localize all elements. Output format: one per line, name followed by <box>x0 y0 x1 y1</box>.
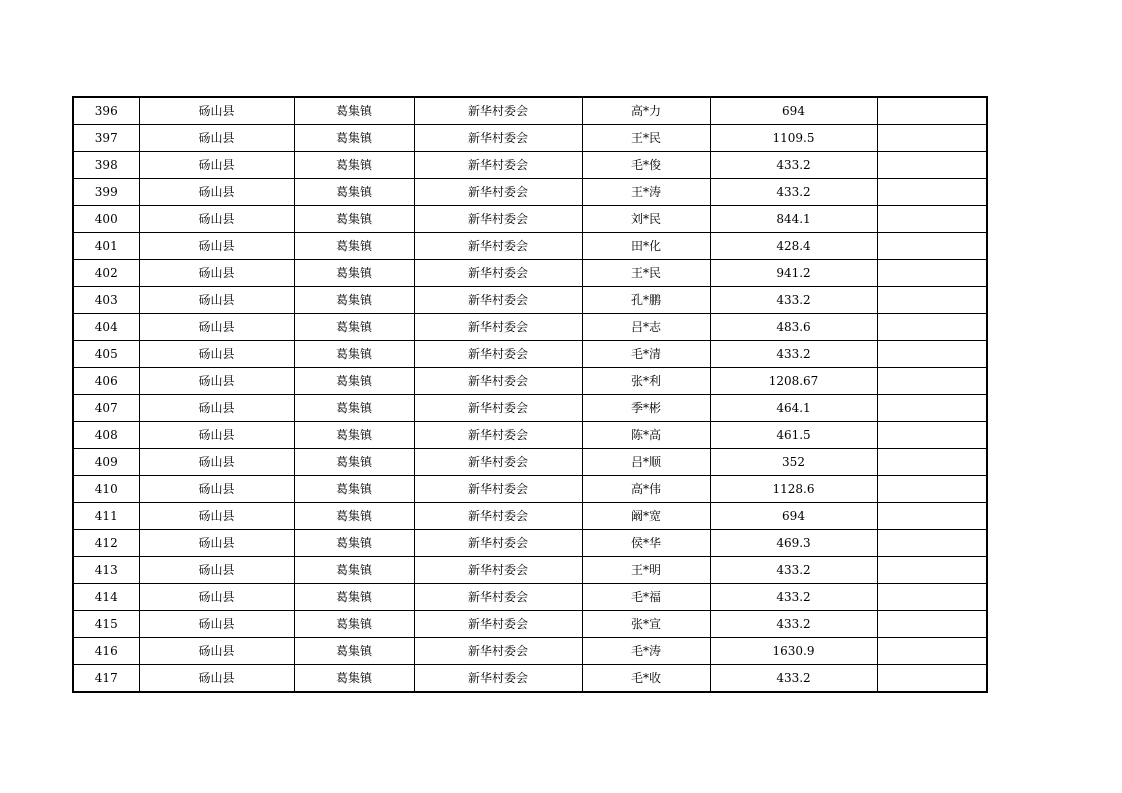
cell-amount: 483.6 <box>710 314 877 341</box>
cell-village-committee: 新华村委会 <box>414 314 582 341</box>
cell-town: 葛集镇 <box>294 341 414 368</box>
cell-county: 砀山县 <box>139 557 294 584</box>
cell-person-name: 季*彬 <box>582 395 710 422</box>
cell-town: 葛集镇 <box>294 206 414 233</box>
cell-town: 葛集镇 <box>294 314 414 341</box>
table-row <box>73 638 987 665</box>
cell-remark <box>877 476 987 503</box>
cell-amount: 433.2 <box>710 611 877 638</box>
table-row <box>73 287 987 314</box>
cell-county: 砀山县 <box>139 206 294 233</box>
table-row <box>73 314 987 341</box>
cell-town: 葛集镇 <box>294 422 414 449</box>
cell-remark <box>877 611 987 638</box>
cell-county: 砀山县 <box>139 449 294 476</box>
cell-village-committee: 新华村委会 <box>414 341 582 368</box>
cell-village-committee: 新华村委会 <box>414 449 582 476</box>
cell-person-name: 毛*福 <box>582 584 710 611</box>
cell-county: 砀山县 <box>139 530 294 557</box>
cell-row-number: 417 <box>73 665 139 693</box>
table-row <box>73 152 987 179</box>
cell-person-name: 刘*民 <box>582 206 710 233</box>
cell-person-name: 毛*清 <box>582 341 710 368</box>
cell-town: 葛集镇 <box>294 449 414 476</box>
cell-remark <box>877 152 987 179</box>
cell-remark <box>877 584 987 611</box>
cell-amount: 433.2 <box>710 584 877 611</box>
table-row <box>73 368 987 395</box>
cell-amount: 433.2 <box>710 152 877 179</box>
cell-village-committee: 新华村委会 <box>414 233 582 260</box>
table-row <box>73 125 987 152</box>
cell-remark <box>877 449 987 476</box>
table-row <box>73 611 987 638</box>
cell-county: 砀山县 <box>139 476 294 503</box>
table-row <box>73 449 987 476</box>
cell-town: 葛集镇 <box>294 125 414 152</box>
cell-village-committee: 新华村委会 <box>414 584 582 611</box>
cell-remark <box>877 97 987 125</box>
cell-remark <box>877 179 987 206</box>
cell-person-name: 王*民 <box>582 125 710 152</box>
cell-village-committee: 新华村委会 <box>414 665 582 693</box>
cell-town: 葛集镇 <box>294 152 414 179</box>
table-row <box>73 395 987 422</box>
cell-county: 砀山县 <box>139 584 294 611</box>
cell-row-number: 404 <box>73 314 139 341</box>
cell-village-committee: 新华村委会 <box>414 530 582 557</box>
cell-amount: 433.2 <box>710 665 877 693</box>
cell-amount: 941.2 <box>710 260 877 287</box>
cell-town: 葛集镇 <box>294 287 414 314</box>
cell-county: 砀山县 <box>139 395 294 422</box>
cell-village-committee: 新华村委会 <box>414 638 582 665</box>
cell-county: 砀山县 <box>139 638 294 665</box>
cell-person-name: 王*明 <box>582 557 710 584</box>
cell-amount: 461.5 <box>710 422 877 449</box>
cell-village-committee: 新华村委会 <box>414 206 582 233</box>
cell-row-number: 406 <box>73 368 139 395</box>
cell-person-name: 吕*顺 <box>582 449 710 476</box>
subsidy-roster-table <box>72 96 988 693</box>
cell-remark <box>877 395 987 422</box>
cell-row-number: 408 <box>73 422 139 449</box>
table-row <box>73 503 987 530</box>
cell-amount: 694 <box>710 503 877 530</box>
cell-village-committee: 新华村委会 <box>414 152 582 179</box>
cell-row-number: 398 <box>73 152 139 179</box>
cell-row-number: 401 <box>73 233 139 260</box>
cell-amount: 433.2 <box>710 341 877 368</box>
cell-county: 砀山县 <box>139 368 294 395</box>
cell-row-number: 407 <box>73 395 139 422</box>
cell-town: 葛集镇 <box>294 557 414 584</box>
cell-town: 葛集镇 <box>294 260 414 287</box>
cell-person-name: 毛*收 <box>582 665 710 693</box>
cell-remark <box>877 233 987 260</box>
cell-amount: 433.2 <box>710 557 877 584</box>
cell-village-committee: 新华村委会 <box>414 422 582 449</box>
cell-county: 砀山县 <box>139 260 294 287</box>
cell-person-name: 侯*华 <box>582 530 710 557</box>
cell-county: 砀山县 <box>139 179 294 206</box>
cell-town: 葛集镇 <box>294 368 414 395</box>
cell-amount: 464.1 <box>710 395 877 422</box>
cell-remark <box>877 260 987 287</box>
cell-town: 葛集镇 <box>294 584 414 611</box>
cell-remark <box>877 530 987 557</box>
cell-row-number: 412 <box>73 530 139 557</box>
cell-amount: 1208.67 <box>710 368 877 395</box>
cell-remark <box>877 638 987 665</box>
cell-county: 砀山县 <box>139 422 294 449</box>
cell-remark <box>877 314 987 341</box>
cell-remark <box>877 368 987 395</box>
cell-village-committee: 新华村委会 <box>414 179 582 206</box>
cell-remark <box>877 341 987 368</box>
cell-person-name: 毛*俊 <box>582 152 710 179</box>
cell-row-number: 415 <box>73 611 139 638</box>
cell-county: 砀山县 <box>139 341 294 368</box>
cell-town: 葛集镇 <box>294 97 414 125</box>
cell-amount: 1128.6 <box>710 476 877 503</box>
cell-town: 葛集镇 <box>294 638 414 665</box>
table-row <box>73 206 987 233</box>
cell-person-name: 毛*涛 <box>582 638 710 665</box>
cell-person-name: 高*力 <box>582 97 710 125</box>
cell-village-committee: 新华村委会 <box>414 611 582 638</box>
cell-row-number: 413 <box>73 557 139 584</box>
cell-person-name: 陈*高 <box>582 422 710 449</box>
cell-remark <box>877 665 987 693</box>
cell-remark <box>877 422 987 449</box>
cell-amount: 428.4 <box>710 233 877 260</box>
cell-town: 葛集镇 <box>294 179 414 206</box>
table-body <box>73 97 987 692</box>
cell-amount: 694 <box>710 97 877 125</box>
cell-village-committee: 新华村委会 <box>414 503 582 530</box>
cell-row-number: 410 <box>73 476 139 503</box>
cell-row-number: 411 <box>73 503 139 530</box>
cell-town: 葛集镇 <box>294 503 414 530</box>
cell-row-number: 409 <box>73 449 139 476</box>
table-row <box>73 179 987 206</box>
cell-person-name: 张*宣 <box>582 611 710 638</box>
cell-village-committee: 新华村委会 <box>414 368 582 395</box>
table-row <box>73 341 987 368</box>
table-row <box>73 233 987 260</box>
cell-row-number: 396 <box>73 97 139 125</box>
table-row <box>73 584 987 611</box>
cell-row-number: 414 <box>73 584 139 611</box>
table-row <box>73 476 987 503</box>
cell-person-name: 王*民 <box>582 260 710 287</box>
cell-amount: 433.2 <box>710 179 877 206</box>
cell-town: 葛集镇 <box>294 476 414 503</box>
cell-remark <box>877 206 987 233</box>
cell-person-name: 高*伟 <box>582 476 710 503</box>
table-row <box>73 422 987 449</box>
cell-row-number: 399 <box>73 179 139 206</box>
cell-remark <box>877 557 987 584</box>
cell-remark <box>877 287 987 314</box>
cell-amount: 469.3 <box>710 530 877 557</box>
cell-town: 葛集镇 <box>294 233 414 260</box>
cell-remark <box>877 503 987 530</box>
cell-village-committee: 新华村委会 <box>414 557 582 584</box>
cell-county: 砀山县 <box>139 152 294 179</box>
cell-county: 砀山县 <box>139 97 294 125</box>
cell-row-number: 405 <box>73 341 139 368</box>
cell-person-name: 张*利 <box>582 368 710 395</box>
cell-row-number: 397 <box>73 125 139 152</box>
cell-town: 葛集镇 <box>294 665 414 693</box>
cell-person-name: 吕*志 <box>582 314 710 341</box>
cell-amount: 844.1 <box>710 206 877 233</box>
cell-amount: 433.2 <box>710 287 877 314</box>
cell-row-number: 403 <box>73 287 139 314</box>
cell-row-number: 400 <box>73 206 139 233</box>
cell-remark <box>877 125 987 152</box>
cell-person-name: 王*涛 <box>582 179 710 206</box>
cell-row-number: 402 <box>73 260 139 287</box>
cell-village-committee: 新华村委会 <box>414 395 582 422</box>
cell-person-name: 田*化 <box>582 233 710 260</box>
table-row <box>73 665 987 693</box>
cell-county: 砀山县 <box>139 611 294 638</box>
cell-county: 砀山县 <box>139 503 294 530</box>
cell-amount: 1109.5 <box>710 125 877 152</box>
table-row <box>73 530 987 557</box>
cell-amount: 352 <box>710 449 877 476</box>
cell-village-committee: 新华村委会 <box>414 476 582 503</box>
table-row <box>73 97 987 125</box>
cell-village-committee: 新华村委会 <box>414 260 582 287</box>
cell-person-name: 孔*鹏 <box>582 287 710 314</box>
table-row <box>73 260 987 287</box>
cell-county: 砀山县 <box>139 287 294 314</box>
cell-village-committee: 新华村委会 <box>414 97 582 125</box>
cell-town: 葛集镇 <box>294 611 414 638</box>
cell-town: 葛集镇 <box>294 395 414 422</box>
cell-village-committee: 新华村委会 <box>414 125 582 152</box>
cell-row-number: 416 <box>73 638 139 665</box>
cell-town: 葛集镇 <box>294 530 414 557</box>
cell-village-committee: 新华村委会 <box>414 287 582 314</box>
table-row <box>73 557 987 584</box>
cell-county: 砀山县 <box>139 233 294 260</box>
cell-county: 砀山县 <box>139 665 294 693</box>
cell-amount: 1630.9 <box>710 638 877 665</box>
cell-county: 砀山县 <box>139 125 294 152</box>
cell-person-name: 阚*宽 <box>582 503 710 530</box>
cell-county: 砀山县 <box>139 314 294 341</box>
